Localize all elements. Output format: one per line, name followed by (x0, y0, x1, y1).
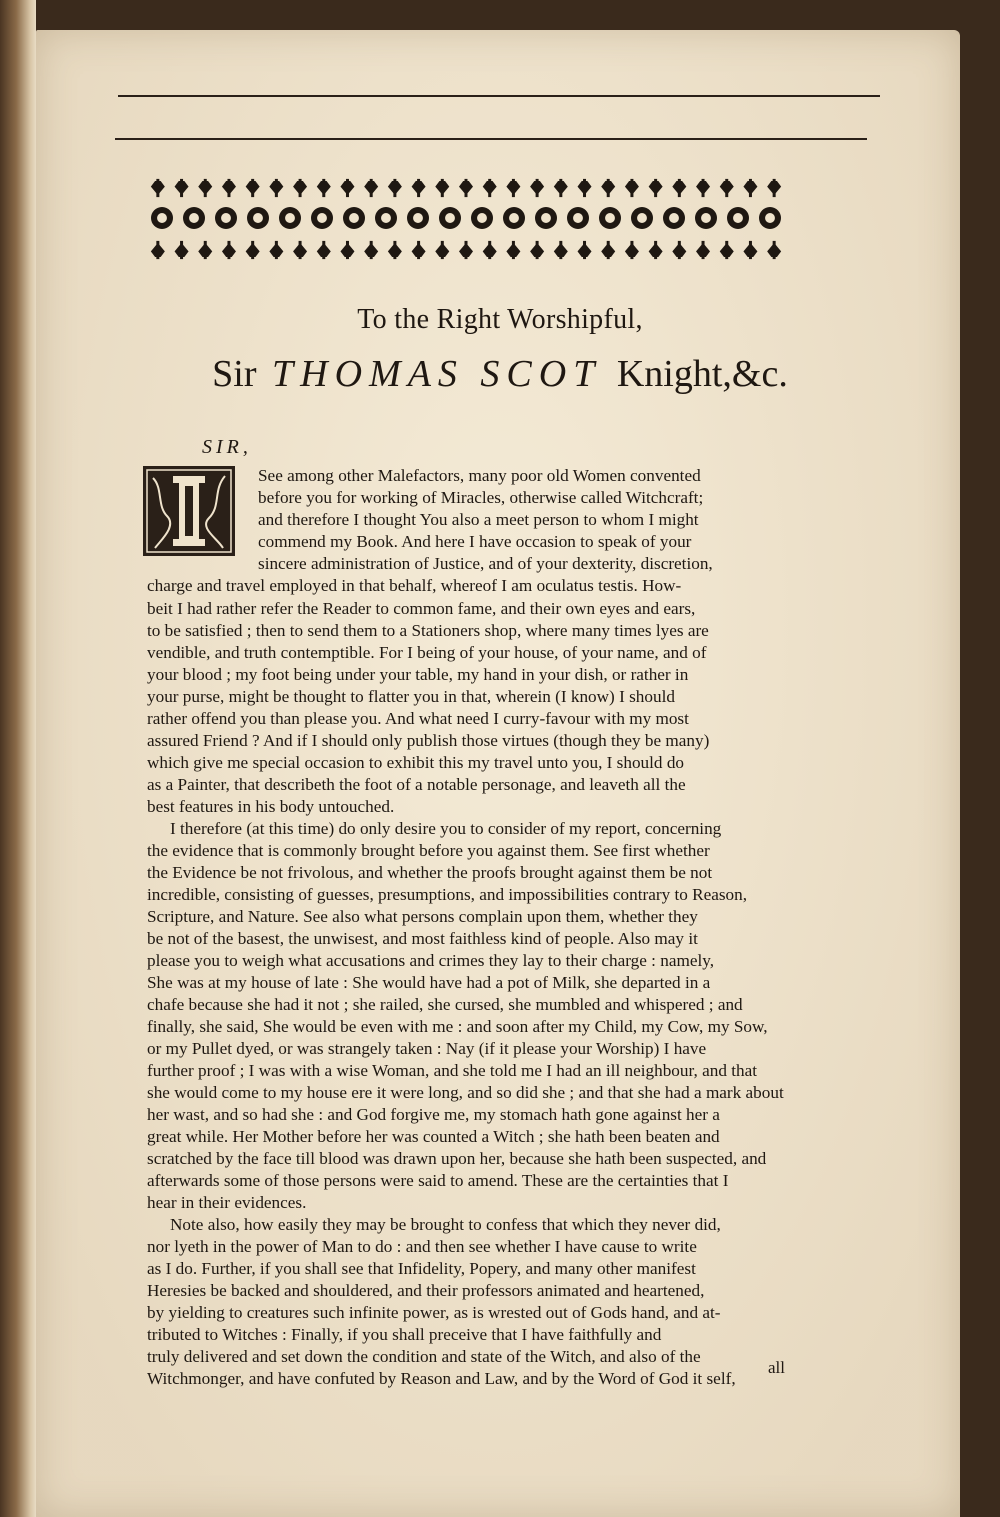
ornament-fleuron (483, 241, 497, 259)
ornament-fleuron (175, 179, 189, 197)
ornament-fleuron (696, 179, 710, 197)
text-line: incredible, consisting of guesses, presumptions, and impossibilities contrary to Reason, (147, 885, 748, 904)
text-line: and therefore I thought You also a meet person to whom I might (258, 510, 699, 529)
ornament-fleuron (183, 207, 205, 229)
text-line: beit I had rather refer the Reader to common fame, and their own eyes and ears, (147, 599, 696, 618)
ornament-fleuron (767, 179, 781, 197)
ornament-fleuron (364, 241, 378, 259)
text-line: vendible, and truth contemptible. For I being of your house, of your name, and of (147, 643, 707, 662)
text-line: she would come to my house ere it were long, and so did she ; and that she had a mark about (147, 1083, 784, 1102)
ornament-fleuron (407, 207, 429, 229)
ornament-fleuron (720, 179, 734, 197)
ornament-fleuron (317, 179, 331, 197)
text-line: her wast, and so had she : and God forgive me, my stomach hath gone against her a (147, 1105, 720, 1124)
ornament-fleuron (535, 207, 557, 229)
text-line: the Evidence be not frivolous, and whether the proofs brought against them be not (147, 863, 713, 882)
text-line: please you to weigh what accusations and crimes they lay to their charge : namely, (147, 951, 715, 970)
text-line: before you for working of Miracles, otherwise called Witchcraft; (258, 488, 704, 507)
printers-ornament-band (140, 172, 790, 268)
ornament-fleuron (649, 179, 663, 197)
ornament-fleuron (246, 241, 260, 259)
text-line: which give me special occasion to exhibit this my travel unto you, I should do (147, 753, 685, 772)
ornament-fleuron (503, 207, 525, 229)
ornament-fleuron (293, 241, 307, 259)
text-line: She was at my house of late : She would have had a pot of Milk, she departed in a (147, 973, 711, 992)
ornament-fleuron (506, 241, 520, 259)
text-line: commend my Book. And here I have occasion to speak of your (258, 532, 692, 551)
ornament-fleuron (246, 179, 260, 197)
ornament-fleuron (672, 179, 686, 197)
ornament-fleuron (435, 179, 449, 197)
ornament-fleuron (530, 241, 544, 259)
ornament-fleuron (759, 207, 781, 229)
ornament-fleuron (269, 241, 283, 259)
ornament-fleuron (483, 179, 497, 197)
text-line: scratched by the face till blood was drawn upon her, because she hath been suspected, and (147, 1149, 767, 1168)
text-line: chafe because she had it not ; she railed, she cursed, she mumbled and whispered ; and (147, 995, 743, 1014)
text-line: to be satisfied ; then to send them to a Stationers shop, where many times lyes are (147, 621, 709, 640)
addressee-suffix: Knight,&c. (616, 353, 788, 395)
text-line: truly delivered and set down the condition and state of the Witch, and also of the (147, 1347, 701, 1366)
ornament-fleuron (672, 241, 686, 259)
ornament-fleuron (578, 179, 592, 197)
ornament-fleuron (649, 241, 663, 259)
ornament-fleuron (222, 241, 236, 259)
ornament-fleuron (151, 241, 165, 259)
ornament-row-1 (151, 179, 781, 259)
text-line: tributed to Witches : Finally, if you shall preceive that I have faithfully and (147, 1325, 662, 1344)
ornament-fleuron (175, 241, 189, 259)
text-line: hear in their evidences. (147, 1193, 307, 1212)
ornament-fleuron (663, 207, 685, 229)
text-line: charge and travel employed in that behalf, whereof I am oculatus testis. How- (147, 576, 682, 595)
ornament-fleuron (695, 207, 717, 229)
ornament-fleuron (601, 179, 615, 197)
ornament-fleuron (743, 179, 757, 197)
top-rule (118, 95, 880, 97)
text-line: your purse, might be thought to flatter you in that, wherein (I know) I should (147, 687, 675, 706)
ornament-fleuron (388, 241, 402, 259)
ornament-fleuron (222, 179, 236, 197)
ornament-fleuron (317, 241, 331, 259)
ornament-fleuron (439, 207, 461, 229)
addressee-name: THOMAS SCOT (272, 353, 602, 395)
text-line: rather offend you than please you. And what need I curry-favour with my most (147, 709, 689, 728)
ornament-fleuron (625, 241, 639, 259)
ornament-fleuron (767, 241, 781, 259)
text-line: as a Painter, that describeth the foot of a notable personage, and leaveth all the (147, 775, 686, 794)
text-line: great while. Her Mother before her was counted a Witch ; she hath been beaten and (147, 1127, 720, 1146)
ornament-fleuron (412, 179, 426, 197)
addressee-prefix: Sir (212, 353, 257, 395)
ornament-fleuron (601, 241, 615, 259)
ornament-fleuron (247, 207, 269, 229)
text-line: or my Pullet dyed, or was strangely taken : Nay (if it please your Worship) I have (147, 1039, 707, 1058)
text-line: sincere administration of Justice, and of your dexterity, discretion, (258, 554, 713, 573)
ornament-fleuron (311, 207, 333, 229)
ornament-fleuron (388, 179, 402, 197)
ornament-fleuron (412, 241, 426, 259)
text-line: Witchmonger, and have confuted by Reason and Law, and by the Word of God it self, (147, 1369, 736, 1388)
text-line: the evidence that is commonly brought before you against them. See first whether (147, 841, 710, 860)
ornament-fleuron (567, 207, 589, 229)
text-line: See among other Malefactors, many poor old Women convented (258, 466, 701, 485)
ornament-fleuron (375, 207, 397, 229)
decorated-initial-icon (143, 466, 235, 556)
ornament-fleuron (459, 179, 473, 197)
ornament-fleuron (293, 179, 307, 197)
ornament-fleuron (435, 241, 449, 259)
ornament-fleuron (364, 179, 378, 197)
ornament-fleuron (554, 241, 568, 259)
text-line: Heresies be backed and shouldered, and their professors animated and heartened, (147, 1281, 705, 1300)
salutation: SIR, (202, 436, 252, 458)
ornament-fleuron (599, 207, 621, 229)
ornament-fleuron (720, 241, 734, 259)
addressee-line (0, 352, 1000, 396)
text-line: your blood ; my foot being under your table, my hand in your dish, or rather in (147, 665, 689, 684)
text-line: Scripture, and Nature. See also what persons complain upon them, whether they (147, 907, 698, 926)
dedication-heading: To the Right Worshipful, (357, 304, 643, 335)
text-line: Note also, how easily they may be brought to confess that which they never did, (170, 1215, 721, 1234)
ornament-fleuron (459, 241, 473, 259)
ornament-fleuron (151, 179, 165, 197)
ornament-fleuron (343, 207, 365, 229)
ornament-fleuron (279, 207, 301, 229)
ornament-fleuron (151, 207, 173, 229)
second-rule (115, 138, 867, 140)
ornament-fleuron (743, 241, 757, 259)
ornament-fleuron (506, 179, 520, 197)
ornament-fleuron (530, 179, 544, 197)
text-line: nor lyeth in the power of Man to do : and then see whether I have cause to write (147, 1237, 697, 1256)
catchword: all (768, 1358, 785, 1377)
ornament-fleuron (198, 241, 212, 259)
text-line: assured Friend ? And if I should only publish those virtues (though they be many) (147, 731, 710, 750)
text-line: as I do. Further, if you shall see that Infidelity, Popery, and many other manifest (147, 1259, 696, 1278)
text-line: be not of the basest, the unwisest, and most faithless kind of people. Also may it (147, 929, 698, 948)
ornament-fleuron (696, 241, 710, 259)
text-line: by yielding to creatures such infinite power, as is wrested out of Gods hand, and at- (147, 1303, 721, 1322)
text-line: best features in his body untouched. (147, 797, 395, 816)
ornament-fleuron (631, 207, 653, 229)
ornament-fleuron (625, 179, 639, 197)
ornament-fleuron (340, 241, 354, 259)
text-line: afterwards some of those persons were said to amend. These are the certainties that I (147, 1171, 729, 1190)
ornament-fleuron (578, 241, 592, 259)
book-gutter (0, 0, 36, 1517)
text-line: I therefore (at this time) do only desire you to consider of my report, concerning (170, 819, 722, 838)
ornament-fleuron (215, 207, 237, 229)
ornament-fleuron (471, 207, 493, 229)
text-line: further proof ; I was with a wise Woman, and she told me I had an ill neighbour, and that (147, 1061, 758, 1080)
ornament-fleuron (727, 207, 749, 229)
ornament-fleuron (198, 179, 212, 197)
ornament-fleuron (269, 179, 283, 197)
ornament-fleuron (340, 179, 354, 197)
text-line: finally, she said, She would be even with me : and soon after my Child, my Cow, my Sow, (147, 1017, 768, 1036)
ornament-fleuron (554, 179, 568, 197)
